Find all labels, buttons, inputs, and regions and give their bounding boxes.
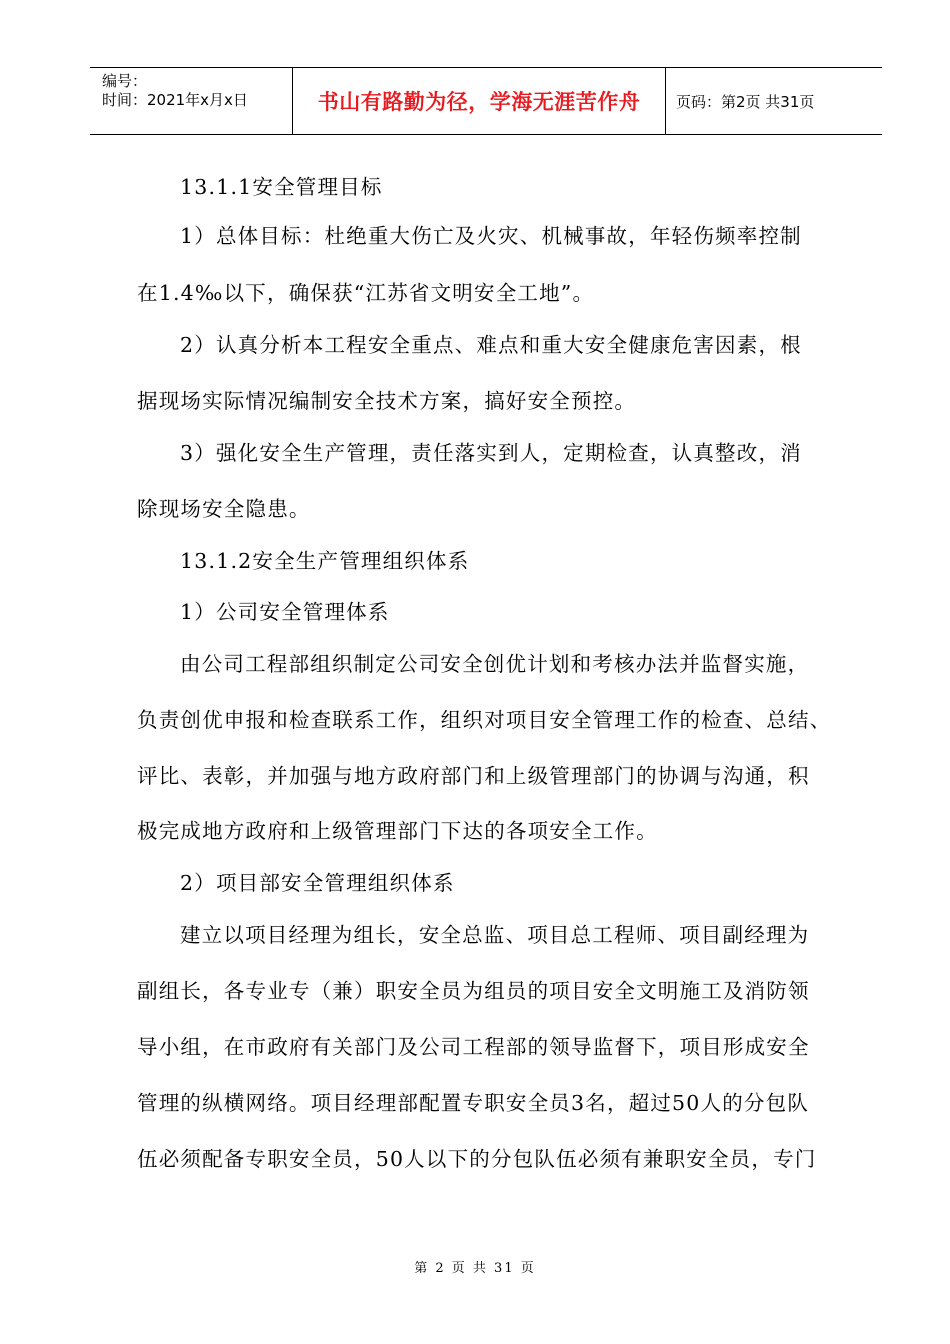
paragraph-line: 负责创优申报和检查联系工作，组织对项目安全管理工作的检查、总结、 (137, 708, 832, 732)
paragraph-line: 除现场安全隐患。 (137, 497, 311, 521)
paragraph-line: 评比、表彰，并加强与地方政府部门和上级管理部门的协调与沟通，积 (137, 764, 810, 788)
paragraph-line: 2）认真分析本工程安全重点、难点和重大安全健康危害因素，根 (180, 333, 802, 357)
paragraph-line: 据现场实际情况编制安全技术方案，搞好安全预控。 (137, 389, 637, 413)
serial-number-label: 编号： (102, 72, 148, 90)
header-meta-cell (90, 68, 293, 134)
motto-text: 书山有路勤为径，学海无涯苦作舟 (317, 90, 641, 114)
page-code: 页码：第2页 共31页 (676, 92, 815, 111)
paragraph-line: 在1.4‰以下，确保获“江苏省文明安全工地”。 (137, 281, 595, 305)
subsection-heading: 1）公司安全管理体系 (180, 600, 390, 624)
paragraph-line: 导小组，在市政府有关部门及公司工程部的领导监督下，项目形成安全 (137, 1035, 810, 1059)
paragraph-line: 3）强化安全生产管理，责任落实到人，定期检查，认真整改，消 (180, 441, 802, 465)
header-page-cell (666, 68, 882, 134)
header-motto-cell (293, 68, 666, 134)
paragraph-line: 副组长，各专业专（兼）职安全员为组员的项目安全文明施工及消防领 (137, 979, 810, 1003)
paragraph-line: 管理的纵横网络。项目经理部配置专职安全员3名，超过50人的分包队 (137, 1091, 810, 1115)
section-heading: 13.1.2安全生产管理组织体系 (180, 549, 470, 573)
subsection-heading: 2）项目部安全管理组织体系 (180, 871, 455, 895)
paragraph-line: 1）总体目标：杜绝重大伤亡及火灾、机械事故，年轻伤频率控制 (180, 224, 802, 248)
document-header (90, 67, 882, 135)
paragraph-line: 由公司工程部组织制定公司安全创优计划和考核办法并监督实施， (180, 652, 810, 676)
time-label: 时间：2021年x月x日 (102, 91, 248, 109)
paragraph-line: 建立以项目经理为组长，安全总监、项目总工程师、项目副经理为 (180, 923, 810, 947)
paragraph-line: 极完成地方政府和上级管理部门下达的各项安全工作。 (137, 819, 658, 843)
section-heading: 13.1.1安全管理目标 (180, 175, 383, 199)
paragraph-line: 伍必须配备专职安全员，50人以下的分包队伍必须有兼职安全员，专门 (137, 1147, 817, 1171)
page-footer: 第 2 页 共 31 页 (414, 1261, 536, 1276)
